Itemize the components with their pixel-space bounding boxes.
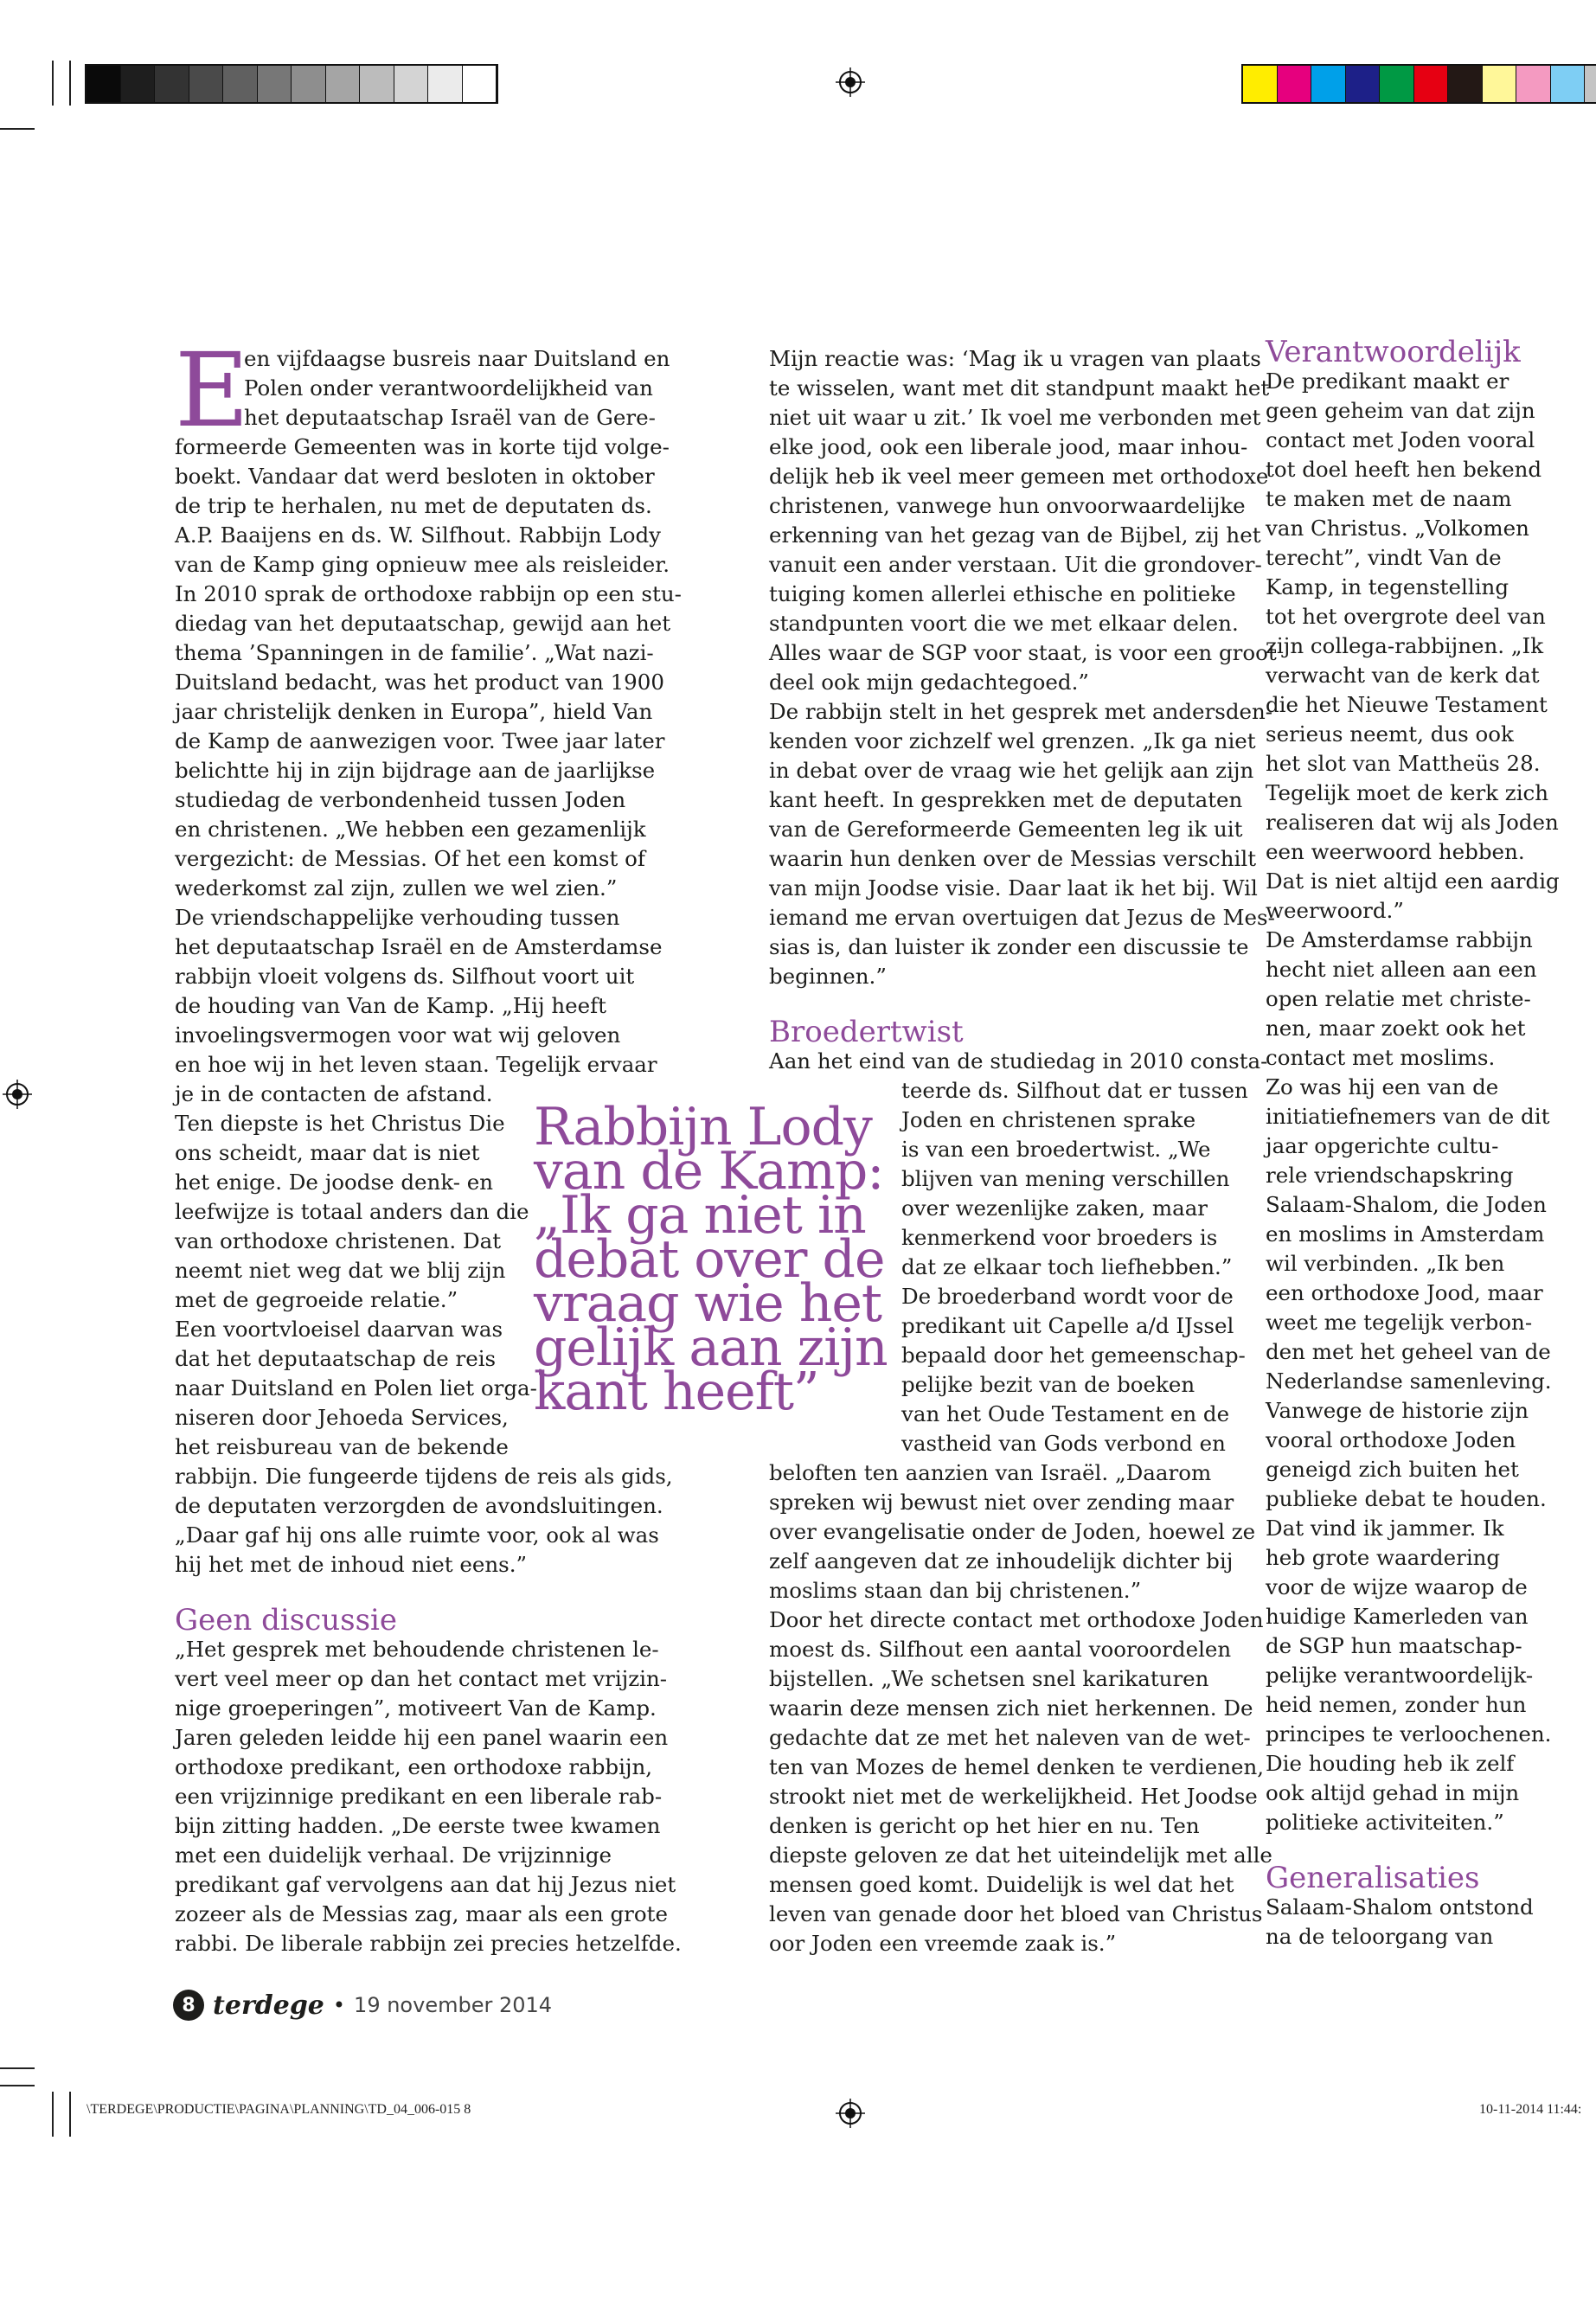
text-line: met een duidelijk verhaal. De vrijzinnige bbox=[175, 1843, 612, 1868]
text-line: heid nemen, zonder hun bbox=[1266, 1692, 1527, 1717]
text-line: Door het directe contact met orthodoxe Joden bbox=[769, 1607, 1264, 1632]
text-line: Nederlandse samenleving. bbox=[1266, 1368, 1552, 1394]
color-calibration-bar bbox=[1241, 64, 1596, 104]
color-swatch bbox=[1278, 66, 1312, 102]
text-line: weerwoord.” bbox=[1266, 898, 1404, 923]
text-line: Kamp, in tegenstelling bbox=[1266, 574, 1509, 599]
text-line: Salaam-Shalom ontstond bbox=[1266, 1894, 1534, 1920]
text-line: kant heeft” bbox=[534, 1362, 819, 1422]
text-line: na de teloorgang van bbox=[1266, 1924, 1494, 1949]
text-line: dat het deputaatschap de reis bbox=[175, 1346, 497, 1371]
separator-dot: • bbox=[332, 1993, 346, 2017]
text-line: kant heeft. In gesprekken met de deputaten bbox=[769, 787, 1243, 812]
text-line: formeerde Gemeenten was in korte tijd volge- bbox=[175, 434, 670, 459]
text-line: het deputaatschap Israël en de Amsterdamse bbox=[175, 934, 663, 959]
text-line: een weerwoord hebben. bbox=[1266, 839, 1525, 864]
text-line: weet me tegelijk verbon- bbox=[1266, 1310, 1533, 1335]
text-line: rele vriendschapskring bbox=[1266, 1163, 1514, 1188]
text-line: „Het gesprek met behoudende christenen le- bbox=[175, 1637, 659, 1662]
text-line: en hoe wij in het leven staan. Tegelijk ervaar bbox=[175, 1052, 657, 1077]
text-line: Alles waar de SGP voor staat, is voor een groot bbox=[769, 640, 1277, 665]
color-swatch bbox=[1585, 66, 1596, 102]
color-swatch bbox=[1380, 66, 1414, 102]
text-line: tot doel heeft hen bekend bbox=[1266, 457, 1542, 482]
text-line: vergezicht: de Messias. Of het een komst of bbox=[175, 846, 645, 871]
text-line: en vijfdaagse busreis naar Duitsland en bbox=[244, 346, 670, 371]
text-line: pelijke verantwoordelijk- bbox=[1266, 1663, 1534, 1688]
text-line: ons scheidt, maar dat is niet bbox=[175, 1140, 480, 1165]
text-line: en christenen. „We hebben een gezamenlijk bbox=[175, 817, 646, 842]
text-line: te wisselen, want met dit standpunt maakt het bbox=[769, 375, 1270, 401]
text-line: ten van Mozes de hemel denken te verdienen, bbox=[769, 1754, 1265, 1779]
text-line: in debat over de vraag wie het gelijk aan zijn bbox=[769, 758, 1254, 783]
text-line: over wezenlijke zaken, maar bbox=[901, 1195, 1208, 1221]
text-line: Dat is niet altijd een aardig bbox=[1266, 868, 1560, 894]
gray-swatch bbox=[394, 66, 429, 102]
gray-swatch bbox=[258, 66, 292, 102]
color-swatch bbox=[1516, 66, 1551, 102]
text-line: vraag wie het bbox=[534, 1273, 881, 1334]
drop-cap: E bbox=[175, 330, 250, 450]
text-line: van mijn Joodse visie. Daar laat ik het bij. Wil bbox=[769, 875, 1258, 901]
color-swatch bbox=[1551, 66, 1586, 102]
text-line: die het Nieuwe Testament bbox=[1266, 692, 1548, 717]
text-line: debat over de bbox=[534, 1229, 885, 1290]
text-line: leefwijze is totaal anders dan die bbox=[175, 1199, 529, 1224]
text-line: De predikant maakt er bbox=[1266, 369, 1509, 394]
column-3-text bbox=[1266, 367, 1560, 1837]
text-line: De rabbijn stelt in het gesprek met andersden- bbox=[769, 699, 1273, 724]
text-line: Tegelijk moet de kerk zich bbox=[1266, 780, 1549, 805]
text-line: Zo was hij een van de bbox=[1266, 1074, 1499, 1099]
text-line: de trip te herhalen, nu met de deputaten ds. bbox=[175, 493, 652, 518]
text-line: geneigd zich buiten het bbox=[1266, 1457, 1519, 1482]
text-line: orthodoxe predikant, een orthodoxe rabbijn, bbox=[175, 1754, 653, 1779]
column-3-section-text bbox=[1266, 1893, 1560, 1952]
text-line: jaar opgerichte cultu- bbox=[1266, 1133, 1499, 1158]
text-line: neemt niet weg dat we blij zijn bbox=[175, 1258, 506, 1283]
text-line: geen geheim van dat zijn bbox=[1266, 398, 1535, 423]
text-line: van het Oude Testament en de bbox=[901, 1401, 1230, 1426]
text-line: ook altijd gehad in mijn bbox=[1266, 1780, 1520, 1805]
text-line: gedachte dat ze met het naleven van de wet- bbox=[769, 1725, 1251, 1750]
text-line: Vanwege de historie zijn bbox=[1266, 1398, 1529, 1423]
gray-swatch bbox=[326, 66, 361, 102]
text-line: Mijn reactie was: ‘Mag ik u vragen van plaats bbox=[769, 346, 1261, 371]
text-line: serieus neemt, dus ook bbox=[1266, 721, 1514, 747]
text-line: De vriendschappelijke verhouding tussen bbox=[175, 905, 620, 930]
text-line: deel ook mijn gedachtegoed.” bbox=[769, 670, 1089, 695]
text-line: moslims staan dan bij christenen.” bbox=[769, 1578, 1142, 1603]
text-line: strookt niet met de werkelijkheid. Het Joodse bbox=[769, 1784, 1258, 1809]
color-swatch bbox=[1346, 66, 1381, 102]
text-line: zozeer als de Messias zag, maar als een grote bbox=[175, 1901, 668, 1926]
text-line: nige groeperingen”, motiveert Van de Kamp. bbox=[175, 1695, 657, 1721]
text-line: het reisbureau van de bekende bbox=[175, 1434, 509, 1459]
gray-swatch bbox=[87, 66, 121, 102]
magazine-logo: terdege bbox=[213, 1990, 324, 2021]
text-line: hij het met de inhoud niet eens.” bbox=[175, 1552, 528, 1577]
text-line: een orthodoxe Jood, maar bbox=[1266, 1280, 1543, 1305]
file-path-slug: \TERDEGE\PRODUCTIE\PAGINA\PLANNING\TD_04_006-015 8 bbox=[87, 2102, 471, 2117]
text-line: is van een broedertwist. „We bbox=[901, 1137, 1211, 1162]
text-line: pelijke bezit van de boeken bbox=[901, 1372, 1195, 1397]
text-line: belichtte hij in zijn bijdrage aan de jaarlijkse bbox=[175, 758, 656, 783]
text-line: vooral orthodoxe Joden bbox=[1266, 1427, 1516, 1452]
gray-swatch bbox=[360, 66, 394, 102]
text-line: moest ds. Silfhout een aantal vooroordelen bbox=[769, 1637, 1232, 1662]
color-swatch bbox=[1483, 66, 1517, 102]
text-line: vanuit een ander verstaan. Uit die grondover- bbox=[769, 552, 1262, 577]
text-line: Polen onder verantwoordelijkheid van bbox=[244, 375, 653, 401]
text-line: de Kamp de aanwezigen voor. Twee jaar later bbox=[175, 728, 665, 753]
text-line: „Ik ga niet in bbox=[534, 1185, 866, 1246]
text-line: Die houding heb ik zelf bbox=[1266, 1751, 1515, 1776]
gray-swatch bbox=[463, 66, 497, 102]
text-line: den met het geheel van de bbox=[1266, 1339, 1551, 1364]
text-line: terecht”, vindt Van de bbox=[1266, 545, 1502, 570]
text-line: rabbi. De liberale rabbijn zei precies hetzelfde. bbox=[175, 1931, 682, 1956]
text-line: open relatie met christe- bbox=[1266, 986, 1531, 1011]
text-line: erkenning van het gezag van de Bijbel, zij het bbox=[769, 522, 1261, 548]
crop-mark bbox=[0, 2067, 35, 2069]
column-1-section-text bbox=[175, 1635, 682, 1958]
text-line: jaar christelijk denken in Europa”, hield Van bbox=[175, 699, 653, 724]
text-line: niseren door Jehoeda Services, bbox=[175, 1405, 509, 1430]
article-column-3 bbox=[1266, 337, 1560, 1952]
text-line: iemand me ervan overtuigen dat Jezus de Mes- bbox=[769, 905, 1275, 930]
text-line: vastheid van Gods verbond en bbox=[901, 1431, 1226, 1456]
text-line: teerde ds. Silfhout dat er tussen bbox=[901, 1078, 1248, 1103]
text-line: van de Gereformeerde Gemeenten leg ik uit bbox=[769, 817, 1243, 842]
issue-date: 19 november 2014 bbox=[354, 1993, 553, 2017]
text-line: boekt. Vandaar dat werd besloten in oktober bbox=[175, 464, 655, 489]
text-line: Ten diepste is het Christus Die bbox=[175, 1111, 505, 1136]
text-line: rabbijn vloeit volgens ds. Silfhout voort uit bbox=[175, 964, 635, 989]
color-swatch bbox=[1311, 66, 1346, 102]
text-line: voor de wijze waarop de bbox=[1266, 1574, 1528, 1599]
page-footer bbox=[173, 1990, 552, 2021]
text-line: niet uit waar u zit.’ Ik voel me verbonden met bbox=[769, 405, 1261, 430]
grayscale-calibration-bar bbox=[85, 64, 498, 104]
text-line: Duitsland bedacht, was het product van 1900 bbox=[175, 670, 664, 695]
text-line: rabbijn. Die fungeerde tijdens de reis als gids, bbox=[175, 1464, 673, 1489]
text-line: In 2010 sprak de orthodoxe rabbijn op een stu- bbox=[175, 581, 682, 606]
gray-swatch bbox=[189, 66, 224, 102]
text-line: diedag van het deputaatschap, gewijd aan het bbox=[175, 611, 671, 636]
text-line: van de Kamp ging opnieuw mee als reisleider. bbox=[175, 552, 670, 577]
text-line: De Amsterdamse rabbijn bbox=[1266, 927, 1533, 952]
column-2-text bbox=[769, 344, 1277, 991]
gray-swatch bbox=[155, 66, 189, 102]
text-line: de deputaten verzorgden de avondsluitingen. bbox=[175, 1493, 663, 1518]
text-line: De broederband wordt voor de bbox=[901, 1284, 1234, 1309]
text-line: wil verbinden. „Ik ben bbox=[1266, 1251, 1505, 1276]
text-line: politieke activiteiten.” bbox=[1266, 1810, 1504, 1835]
text-line: Dat vind ik jammer. Ik bbox=[1266, 1516, 1504, 1541]
text-line: de houding van Van de Kamp. „Hij heeft bbox=[175, 993, 607, 1018]
text-line: en moslims in Amsterdam bbox=[1266, 1221, 1545, 1247]
text-line: vert veel meer op dan het contact met vrijzin- bbox=[175, 1666, 668, 1691]
text-line: het deputaatschap Israël van de Gere- bbox=[244, 405, 656, 430]
text-line: heb grote waardering bbox=[1266, 1545, 1501, 1570]
text-line: diepste geloven ze dat het uiteindelijk met alle bbox=[769, 1843, 1272, 1868]
column-2-section-text bbox=[769, 1047, 1277, 1076]
text-line: Aan het eind van de studiedag in 2010 consta- bbox=[769, 1048, 1268, 1074]
text-line: kenden voor zichzelf wel grenzen. „Ik ga niet bbox=[769, 728, 1256, 753]
text-line: studiedag de verbondenheid tussen Joden bbox=[175, 787, 626, 812]
text-line: sias is, dan luister ik zonder een discussie te bbox=[769, 934, 1249, 959]
color-swatch bbox=[1243, 66, 1278, 102]
gray-swatch bbox=[428, 66, 463, 102]
text-line: naar Duitsland en Polen liet orga- bbox=[175, 1375, 537, 1400]
text-line: spreken wij bewust niet over zending maar bbox=[769, 1490, 1234, 1515]
text-line: initiatiefnemers van de dit bbox=[1266, 1104, 1550, 1129]
text-line: realiseren dat wij als Joden bbox=[1266, 810, 1559, 835]
text-line: standpunten voort die we met elkaar delen. bbox=[769, 611, 1239, 636]
text-line: met de gegroeide relatie.” bbox=[175, 1287, 458, 1312]
text-line: mensen goed komt. Duidelijk is wel dat het bbox=[769, 1872, 1234, 1897]
registration-mark-icon bbox=[836, 67, 865, 97]
text-line: Rabbijn Lody bbox=[534, 1097, 872, 1157]
text-line: beloften ten aanzien van Israël. „Daarom bbox=[769, 1460, 1212, 1485]
text-line: Salaam-Shalom, die Joden bbox=[1266, 1192, 1547, 1217]
text-line: predikant gaf vervolgens aan dat hij Jezus niet bbox=[175, 1872, 676, 1897]
color-swatch bbox=[1414, 66, 1449, 102]
text-line: waarin deze mensen zich niet herkennen. De bbox=[769, 1695, 1253, 1721]
text-line: blijven van mening verschillen bbox=[901, 1166, 1230, 1191]
text-line: van orthodoxe christenen. Dat bbox=[175, 1228, 502, 1253]
text-line: kenmerkend voor broeders is bbox=[901, 1225, 1218, 1250]
text-line: bijn zitting hadden. „De eerste twee kwamen bbox=[175, 1813, 661, 1838]
text-line: het enige. De joodse denk- en bbox=[175, 1170, 494, 1195]
text-line: publieke debat te houden. bbox=[1266, 1486, 1547, 1511]
color-swatch bbox=[1448, 66, 1483, 102]
text-line: elke jood, ook een liberale jood, maar inhou- bbox=[769, 434, 1248, 459]
text-line: tot het overgrote deel van bbox=[1266, 604, 1546, 629]
gray-swatch bbox=[121, 66, 156, 102]
text-line: bijstellen. „We schetsen snel karikaturen bbox=[769, 1666, 1209, 1691]
crop-mark bbox=[69, 61, 71, 106]
text-line: over evangelisatie onder de Joden, hoewel ze bbox=[769, 1519, 1256, 1544]
crop-mark bbox=[52, 2092, 54, 2137]
registration-mark-icon bbox=[3, 1080, 32, 1109]
text-line: leven van genade door het bloed van Christus bbox=[769, 1901, 1263, 1926]
text-line: contact met moslims. bbox=[1266, 1045, 1496, 1070]
crop-mark bbox=[69, 2092, 71, 2137]
text-line: christenen, vanwege hun onvoorwaardelijke bbox=[769, 493, 1246, 518]
text-line: Joden en christenen sprake bbox=[901, 1107, 1196, 1132]
section-heading-broedertwist: Broedertwist bbox=[769, 1015, 964, 1049]
text-line: thema ’Spanningen in de familie’. „Wat nazi- bbox=[175, 640, 654, 665]
section-heading-geen-discussie: Geen discussie bbox=[175, 1603, 398, 1638]
text-line: nen, maar zoekt ook het bbox=[1266, 1016, 1526, 1041]
text-line: van de Kamp: bbox=[534, 1141, 884, 1202]
text-line: van Christus. „Volkomen bbox=[1266, 516, 1529, 541]
text-line: de SGP hun maatschap- bbox=[1266, 1633, 1522, 1658]
pull-quote bbox=[534, 1097, 888, 1422]
text-line: een vrijzinnige predikant en een liberale rab- bbox=[175, 1784, 663, 1809]
text-line: gelijk aan zijn bbox=[534, 1317, 888, 1378]
text-line: oor Joden een vreemde zaak is.” bbox=[769, 1931, 1117, 1956]
text-line: waarin hun denken over de Messias verschilt bbox=[769, 846, 1257, 871]
column-2-continued-text bbox=[769, 1458, 1277, 1958]
crop-mark bbox=[0, 128, 35, 130]
text-line: dat ze elkaar toch liefhebben.” bbox=[901, 1254, 1233, 1279]
text-line: te maken met de naam bbox=[1266, 486, 1512, 511]
gray-swatch bbox=[223, 66, 258, 102]
registration-mark-icon bbox=[836, 2099, 865, 2128]
text-line: je in de contacten de afstand. bbox=[175, 1081, 493, 1106]
section-heading-generalisaties: Generalisaties bbox=[1266, 1861, 1480, 1895]
text-line: Een voortvloeisel daarvan was bbox=[175, 1317, 503, 1342]
text-line: wederkomst zal zijn, zullen we wel zien.” bbox=[175, 875, 618, 901]
text-line: delijk heb ik veel meer gemeen met orthodoxe bbox=[769, 464, 1269, 489]
text-line: invoelingsvermogen voor wat wij geloven bbox=[175, 1022, 621, 1048]
text-line: zijn collega-rabbijnen. „Ik bbox=[1266, 633, 1544, 658]
text-line: hecht niet alleen aan een bbox=[1266, 957, 1537, 982]
crop-mark bbox=[0, 2085, 35, 2086]
text-line: „Daar gaf hij ons alle ruimte voor, ook al was bbox=[175, 1522, 659, 1548]
page-number: 8 bbox=[173, 1990, 204, 2021]
text-line: principes te verloochenen. bbox=[1266, 1721, 1552, 1747]
text-line: Jaren geleden leidde hij een panel waarin een bbox=[175, 1725, 669, 1750]
text-line: A.P. Baaijens en ds. W. Silfhout. Rabbijn Lody bbox=[175, 522, 662, 548]
section-heading-verantwoordelijk: Verantwoordelijk bbox=[1266, 335, 1521, 369]
text-line: bepaald door het gemeenschap- bbox=[901, 1343, 1246, 1368]
text-line: predikant uit Capelle a/d IJssel bbox=[901, 1313, 1234, 1338]
text-line: beginnen.” bbox=[769, 964, 887, 989]
crop-mark bbox=[52, 61, 54, 106]
text-line: tuiging komen allerlei ethische en politieke bbox=[769, 581, 1236, 606]
text-line: zelf aangeven dat ze inhoudelijk dichter bij bbox=[769, 1548, 1234, 1574]
text-line: het slot van Mattheüs 28. bbox=[1266, 751, 1541, 776]
gray-swatch bbox=[292, 66, 326, 102]
text-line: denken is gericht op het hier en nu. Ten bbox=[769, 1813, 1200, 1838]
text-line: verwacht van de kerk dat bbox=[1266, 663, 1540, 688]
text-line: contact met Joden vooral bbox=[1266, 427, 1535, 452]
text-line: huidige Kamerleden van bbox=[1266, 1604, 1529, 1629]
print-timestamp: 10-11-2014 11:44: bbox=[1479, 2102, 1582, 2117]
